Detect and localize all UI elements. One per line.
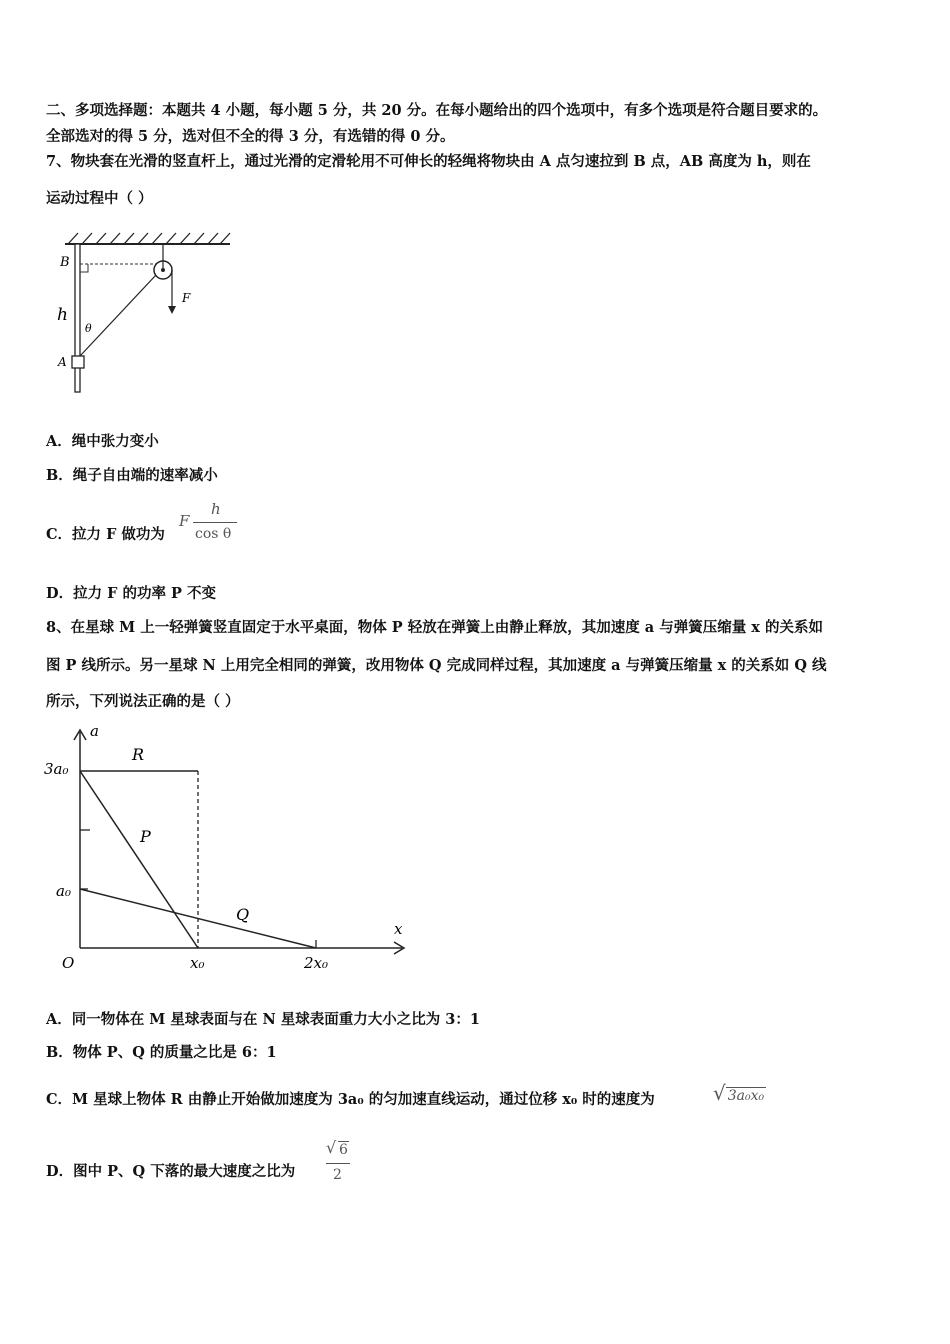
q7-stem-line1: 7、物块套在光滑的竖直杆上，通过光滑的定滑轮用不可伸长的轻绳将物块由 A 点匀速拉到 B 点，AB 高度为 h，则在 [46, 153, 811, 170]
q7-option-d: D．拉力 F 的功率 P 不变 [46, 585, 216, 602]
q7-label-F: F [182, 291, 191, 305]
x-axis-label: x [394, 920, 403, 938]
q7-block [72, 356, 84, 368]
q7-rope [80, 275, 156, 356]
y-tick-label-3a0: 3a₀ [44, 760, 69, 778]
q8-option-d-formula: √ 6 2 [324, 1138, 354, 1192]
q7-stem-line2: 运动过程中（ ） [46, 190, 153, 207]
section-header-line1: 二、多项选择题：本题共 4 小题，每小题 5 分，共 20 分。在每小题给出的四个选项中，有多个选项是符合题目要求的。 [46, 102, 828, 119]
q7-label-theta: θ [85, 322, 92, 335]
q8-stem-line2: 图 P 线所示。另一星球 N 上用完全相同的弹簧，改用物体 Q 完成同样过程，其加速度 a 与弹簧压缩量 x 的关系如 Q 线 [46, 657, 827, 674]
x-tick-label-2x0: 2x₀ [304, 954, 329, 972]
q7-right-angle [80, 264, 88, 272]
q7-formula-num: h [211, 500, 221, 518]
q8-option-c: C．M 星球上物体 R 由静止开始做加速度为 3a₀ 的匀加速直线运动，通过位移 x₀ 时的速度为 [46, 1091, 655, 1108]
q8-stem-line1: 8、在星球 M 上一轻弹簧竖直固定于水平桌面，物体 P 轻放在弹簧上由静止释放，其加速度 a 与弹簧压缩量 x 的关系如 [46, 619, 823, 636]
q8-option-d: D．图中 P、Q 下落的最大速度之比为 [46, 1163, 296, 1180]
q7-rod [75, 244, 80, 392]
series-p-line [80, 771, 198, 948]
q7-option-c: C．拉力 F 做功为 [46, 526, 165, 543]
q7-option-b: B．绳子自由端的速率减小 [46, 467, 218, 484]
q7-ceiling-hatch [68, 233, 230, 244]
q7-label-B: B [60, 255, 70, 270]
q7-figure [50, 228, 240, 398]
q7-label-A: A [58, 355, 67, 369]
origin-label: O [62, 954, 75, 972]
q7-option-c-formula [179, 500, 249, 550]
section-header-line2: 全部选对的得 5 分，选对但不全的得 3 分，有选错的得 0 分。 [46, 128, 455, 145]
q8-option-c-formula: √ 3a₀x₀ [713, 1081, 765, 1105]
q8-formula-d-den: 2 [333, 1167, 342, 1183]
q8-stem-line3: 所示，下列说法正确的是（ ） [46, 693, 240, 710]
q7-label-h: h [57, 305, 68, 325]
q8-option-a: A．同一物体在 M 星球表面与在 N 星球表面重力大小之比为 3：1 [46, 1011, 480, 1028]
q8-chart [40, 718, 420, 978]
q8-option-b: B．物体 P、Q 的质量之比是 6：1 [46, 1044, 277, 1061]
q7-option-a: A．绳中张力变小 [46, 433, 159, 450]
y-tick-label-a0: a₀ [56, 882, 71, 900]
q7-formula-den: cos θ [195, 526, 232, 542]
q8-formula-d-num: 6 [339, 1142, 348, 1158]
y-axis-label: a [90, 722, 99, 740]
q7-force-arrow [168, 306, 176, 314]
series-label-r: R [132, 745, 145, 764]
series-label-p: P [140, 827, 151, 846]
x-tick-label-x0: x₀ [190, 954, 205, 972]
series-label-q: Q [236, 905, 250, 924]
q7-formula-f: F [179, 512, 190, 530]
q8-option-c-radicand: 3a₀x₀ [727, 1088, 765, 1104]
